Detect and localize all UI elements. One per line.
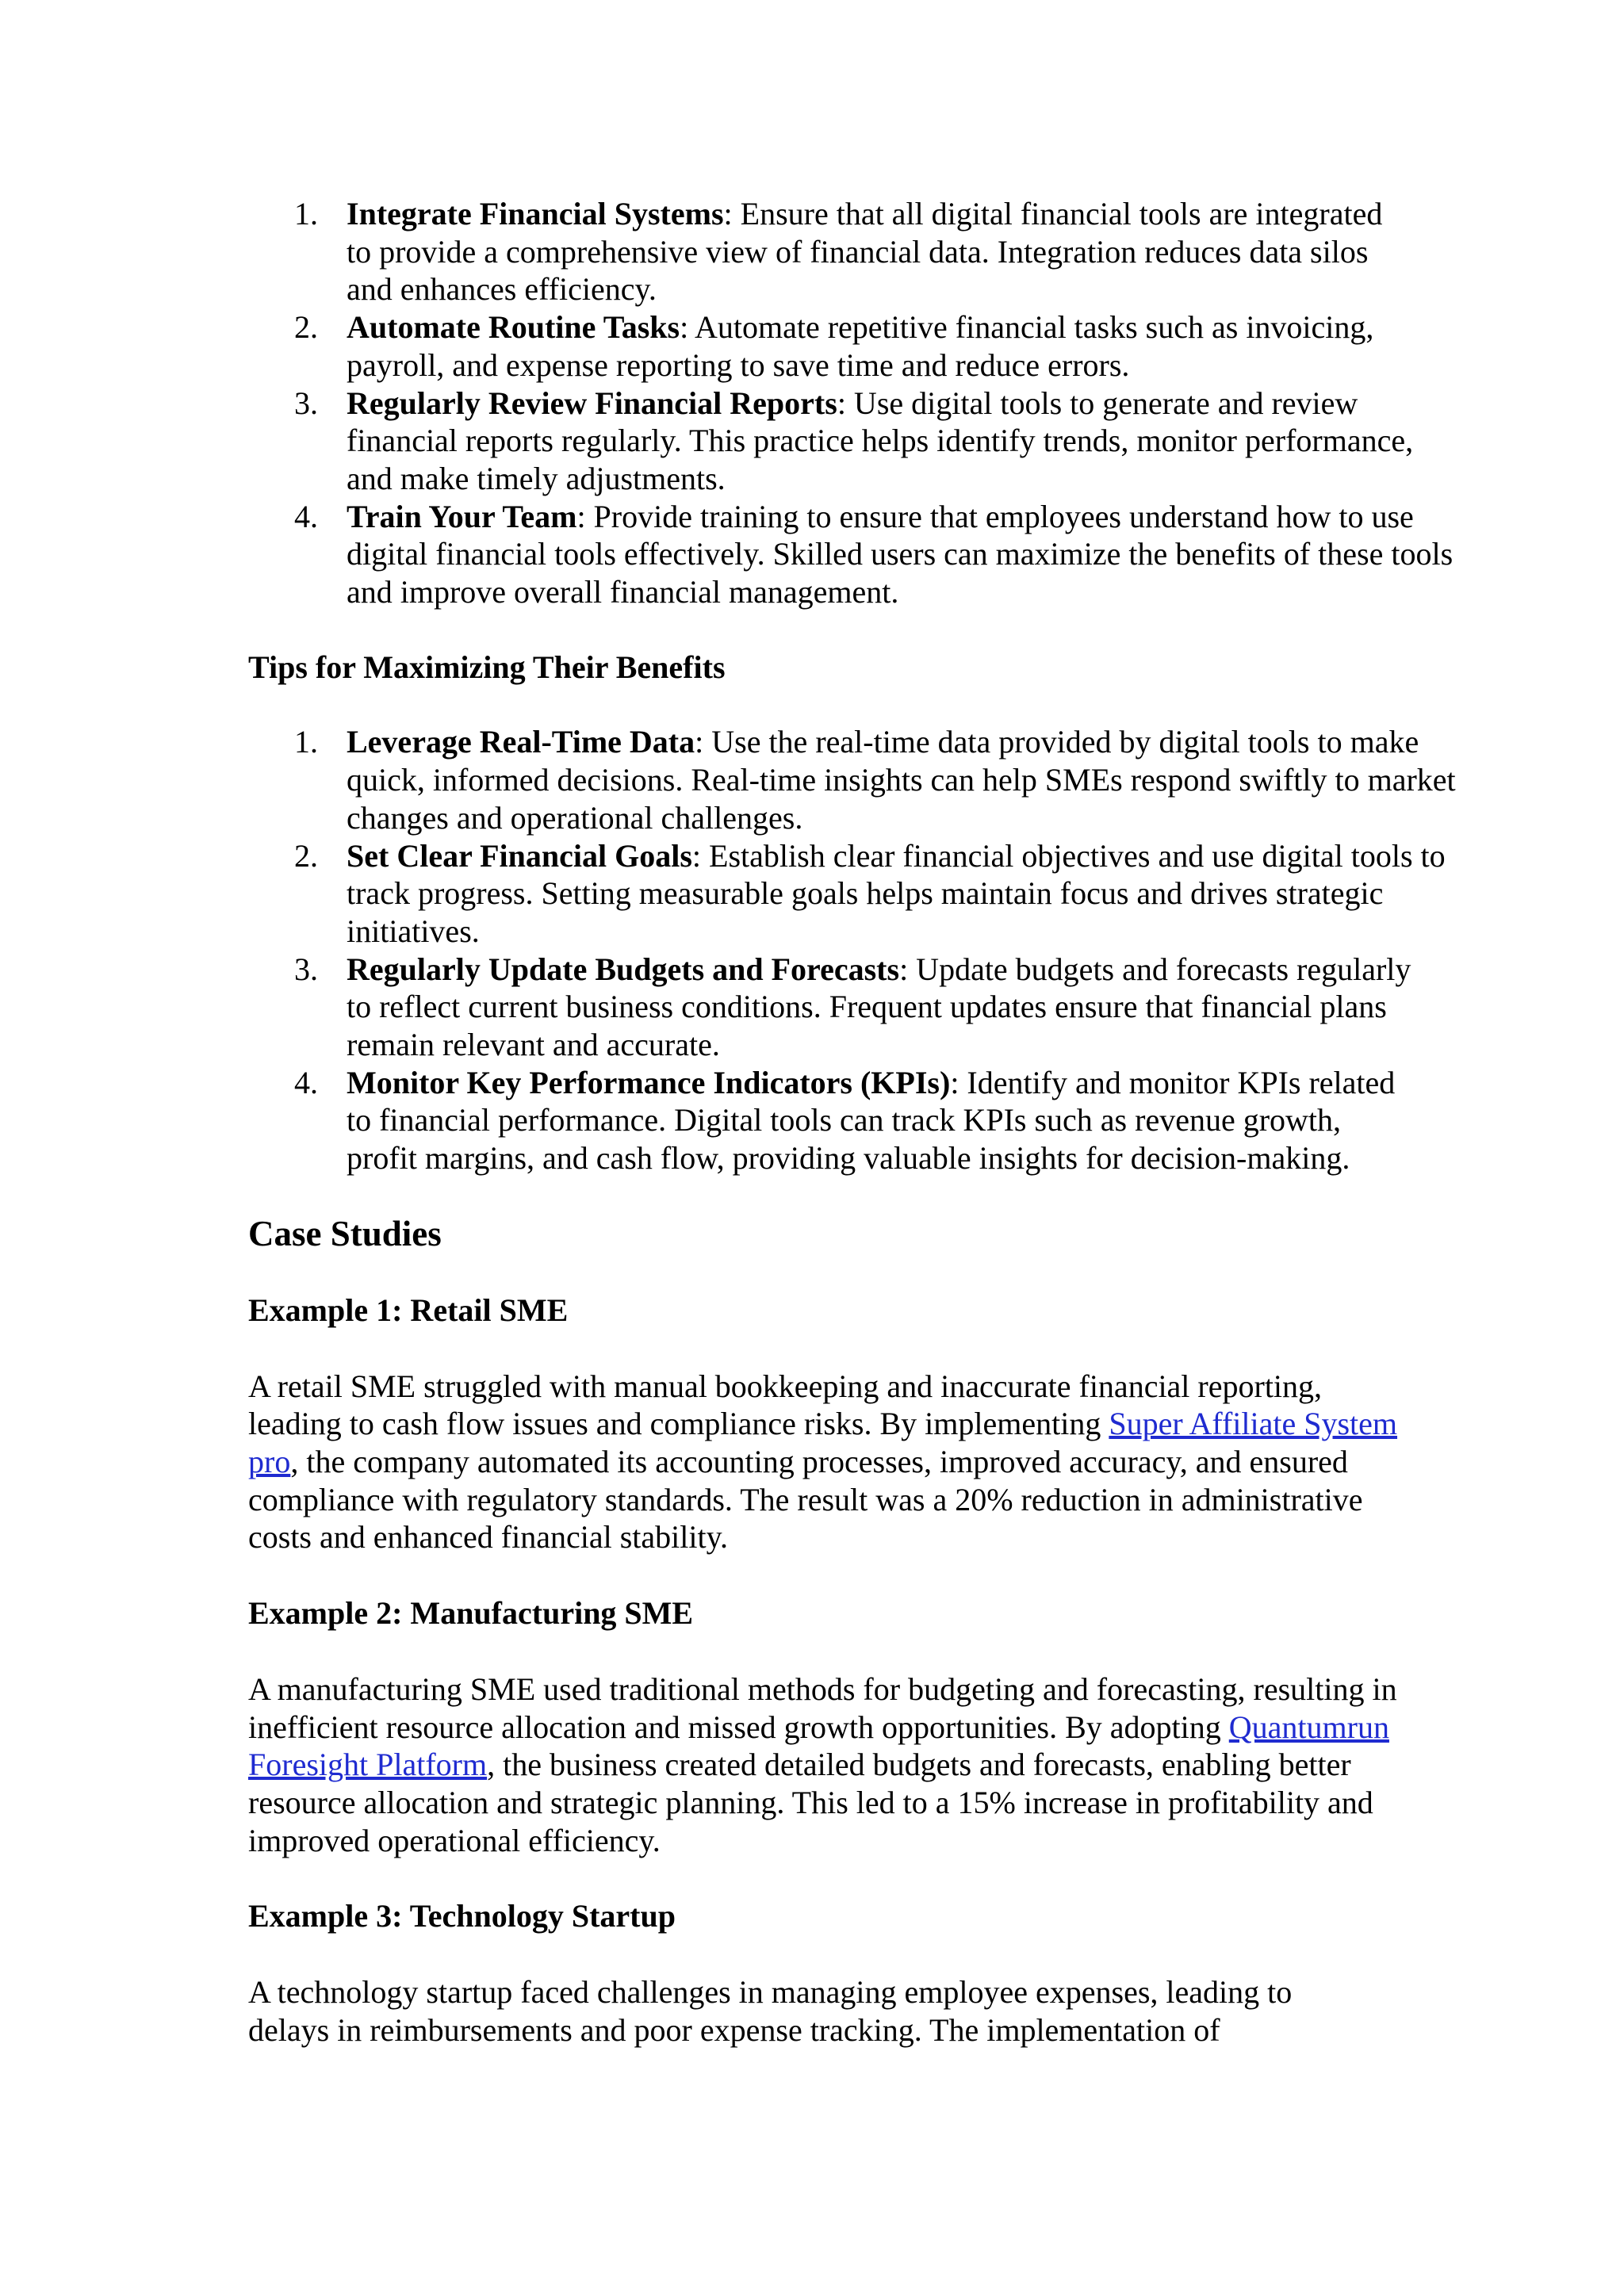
list-item xyxy=(248,385,1441,498)
quantumrun-foresight-link[interactable]: Quantumrun Foresight Platform xyxy=(248,1709,1389,1783)
list-text: : Identify and monitor KPIs related to financial performance. Digital tools can track KPIs such as revenue growth, profit margins, and cash flow, providing valuable insights for decision-making. xyxy=(347,1064,1396,1177)
list-text: : Use digital tools to generate and review financial reports regularly. This practice helps identify trends, monitor performance, and make timely adjustments. xyxy=(347,385,1414,496)
example-2-heading: Example 2: Manufacturing SME xyxy=(248,1595,694,1632)
list-text: : Ensure that all digital financial tools are integrated to provide a comprehensive view of financial data. Integration reduces data silos and enhances efficiency. xyxy=(347,196,1383,308)
list-number: 3. xyxy=(294,951,318,987)
list-number: 2. xyxy=(294,837,318,874)
list-term: Monitor Key Performance Indicators (KPIs) xyxy=(347,1064,951,1100)
document-page xyxy=(248,195,1456,2049)
list-text: : Automate repetitive financial tasks such as invoicing, payroll, and expense reporting to save time and reduce errors. xyxy=(347,309,1374,383)
list-term: Train Your Team xyxy=(347,498,577,534)
list-item xyxy=(248,498,1457,611)
example-1-text-after: , the company automated its accounting processes, improved accuracy, and ensured compliance with regulatory standards. The result was a 20% reduction in administrative costs and enhanced financial stability. xyxy=(248,1443,1363,1556)
list-item xyxy=(248,951,1441,1064)
list-item xyxy=(248,308,1409,384)
list-term: Integrate Financial Systems xyxy=(347,196,724,232)
tips-heading: Tips for Maximizing Their Benefits xyxy=(248,649,726,685)
list-number: 1. xyxy=(294,724,318,760)
list-item xyxy=(248,837,1457,951)
list-number: 2. xyxy=(294,309,318,346)
list-text: : Establish clear financial objectives and use digital tools to track progress. Setting measurable goals helps maintain focus and drives strategic initiatives. xyxy=(347,837,1446,949)
list-term: Regularly Review Financial Reports xyxy=(347,385,837,421)
best-practices-list xyxy=(248,195,1454,611)
example-3-heading: Example 3: Technology Startup xyxy=(248,1898,676,1934)
example-2-text-before: A manufacturing SME used traditional methods for budgeting and forecasting, resulting in inefficient resource allocation and missed growth opportunities. By adopting xyxy=(248,1670,1397,1745)
list-term: Automate Routine Tasks xyxy=(347,309,680,346)
example-1-heading: Example 1: Retail SME xyxy=(248,1292,569,1328)
example-3-paragraph: A technology startup faced challenges in managing employee expenses, leading to delays in reimbursements and poor expense tracking. The implementation of xyxy=(248,1974,1293,2048)
list-term: Leverage Real-Time Data xyxy=(347,724,695,760)
example-2-text-after: , the business created detailed budgets and forecasts, enabling better resource allocation and strategic planning. This led to a 15% increase in profitability and improved operational efficiency. xyxy=(248,1747,1373,1858)
list-number: 4. xyxy=(294,1064,318,1100)
list-number: 1. xyxy=(294,196,318,232)
example-1-paragraph xyxy=(248,1368,1398,1557)
list-text: : Provide training to ensure that employees understand how to use digital financial tools effectively. Skilled users can maximize the benefits of these tools and improve overall financial management. xyxy=(347,498,1454,610)
list-item xyxy=(248,1064,1401,1177)
list-item xyxy=(248,723,1457,836)
example-2-paragraph xyxy=(248,1670,1398,1860)
list-term: Set Clear Financial Goals xyxy=(347,837,692,874)
example-1-text-before: A retail SME struggled with manual bookkeeping and inaccurate financial reporting, leading to cash flow issues and compliance risks. By implementing xyxy=(248,1368,1323,1442)
list-term: Regularly Update Budgets and Forecasts xyxy=(347,951,900,987)
list-text: : Use the real-time data provided by digital tools to make quick, informed decisions. Real-time insights can help SMEs respond swiftly to market changes and operational challenges. xyxy=(347,724,1456,836)
list-number: 4. xyxy=(294,498,318,534)
list-text: : Update budgets and forecasts regularly to reflect current business conditions. Frequent updates ensure that financial plans remain relevant and accurate. xyxy=(347,951,1411,1063)
tips-list xyxy=(248,723,1456,1177)
list-number: 3. xyxy=(294,385,318,421)
case-studies-heading: Case Studies xyxy=(248,1213,442,1253)
list-item xyxy=(248,195,1409,308)
super-affiliate-system-link[interactable]: Super Affiliate System pro xyxy=(248,1406,1398,1479)
